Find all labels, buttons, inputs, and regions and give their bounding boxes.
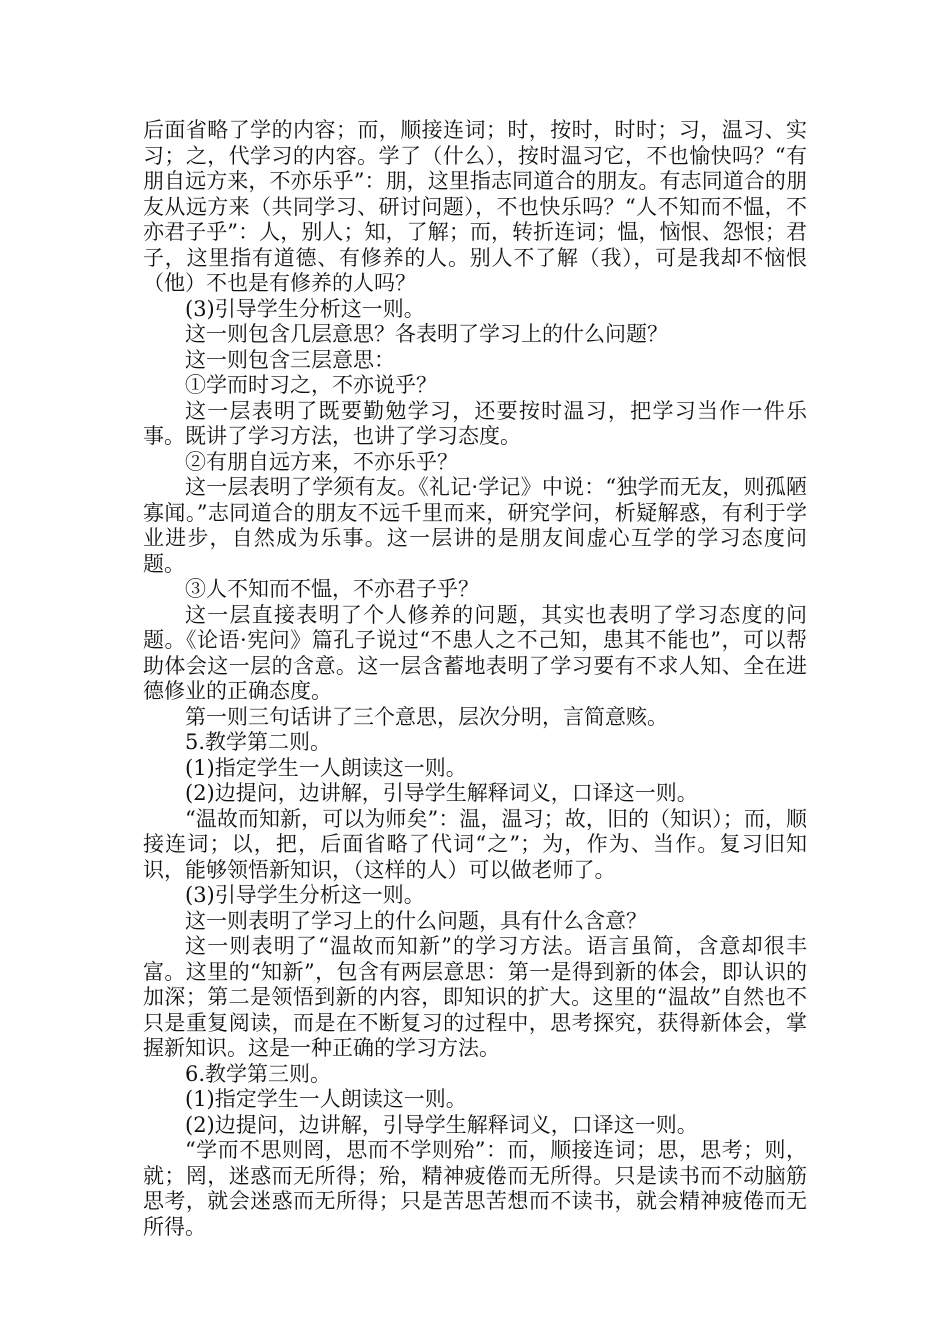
paragraph: 这一则表明了学习上的什么问题，具有什么含意？ [185,908,647,933]
paragraph: “学而不思则罔，思而不学则殆”：而，顺接连词；思，思考；则，就；罔，迷惑而无所得；殆，精神疲倦而无所得。只是读书而不动脑筋思考，就会迷惑而无所得；只是苦思苦想而不读书，就会精神疲倦而无所得。 [143,1138,807,1239]
paragraph: 这一则包含三层意思： [185,347,395,372]
paragraph: 这一层表明了学须有友。《礼记·学记》中说：“独学而无友，则孤陋寡闻。”志同道合的朋友不远千里而来，研究学问，析疑解惑，有利于学业进步，自然成为乐事。这一层讲的是朋友间虚心互学的学习态度问题。 [143,475,807,576]
paragraph: ①学而时习之，不亦说乎？ [185,373,437,397]
paragraph: (1)指定学生一人朗读这一则。 [185,1087,467,1111]
paragraph: ③人不知而不愠，不亦君子乎？ [185,577,479,601]
paragraph: 这一则包含几层意思？各表明了学习上的什么问题？ [185,322,668,346]
paragraph: (1)指定学生一人朗读这一则。 [185,755,467,780]
paragraph: 这一层直接表明了个人修养的问题，其实也表明了学习态度的问题。《论语·宪问》篇孔子说过“不患人之不己知，患其不能也”，可以帮助体会这一层的含意。这一层含蓄地表明了学习要有不求人知、全在进德修业的正确态度。 [143,602,807,703]
paragraph: (2)边提问，边讲解，引导学生解释词义，口译这一则。 [185,1112,698,1137]
paragraph: 这一层表明了既要勤勉学习，还要按时温习，把学习当作一件乐事。既讲了学习方法，也讲了学习态度。 [143,398,807,448]
paragraph: (2)边提问，边讲解，引导学生解释词义，口译这一则。 [185,781,698,805]
section-heading: 5.教学第二则。 [185,730,332,754]
paragraph-continuation: 后面省略了学的内容；而，顺接连词；时，按时，时时；习，温习、实习；之，代学习的内容。学了（什么），按时温习它，不也愉快吗？“有朋自远方来，不亦乐乎”：朋，这里指志同道合的朋友。有志同道合的朋友从远方来（共同学习、研讨问题），不也快乐吗？“人不知而不愠，不亦君子乎”：人，别人；知，了解；而，转折连词；愠，恼恨、怨恨；君子，这里指有道德、有修养的人。别人不了解（我），可是我却不恼恨（他）不也是有修养的人吗？ [143,118,807,295]
paragraph: (3)引导学生分析这一则。 [185,296,425,321]
document-body [143,118,807,1240]
paragraph: “温故而知新，可以为师矣”：温，温习；故，旧的（知识）；而，顺接连词；以，把，后面省略了代词“之”；为，作为、当作。复习旧知识，能够领悟新知识，（这样的人）可以做老师了。 [143,806,807,882]
paragraph: 这一则表明了“温故而知新”的学习方法。语言虽简，含意却很丰富。这里的“知新”，包含有两层意思：第一是得到新的体会，即认识的加深；第二是领悟到新的内容，即知识的扩大。这里的“温故”自然也不只是重复阅读，而是在不断复习的过程中，思考探究，获得新体会，掌握新知识。这是一种正确的学习方法。 [143,934,807,1060]
paragraph: ②有朋自远方来，不亦乐乎？ [185,449,458,474]
paragraph: 第一则三句话讲了三个意思，层次分明，言简意赅。 [185,704,668,729]
paragraph: (3)引导学生分析这一则。 [185,883,425,907]
section-heading: 6.教学第三则。 [185,1061,332,1086]
